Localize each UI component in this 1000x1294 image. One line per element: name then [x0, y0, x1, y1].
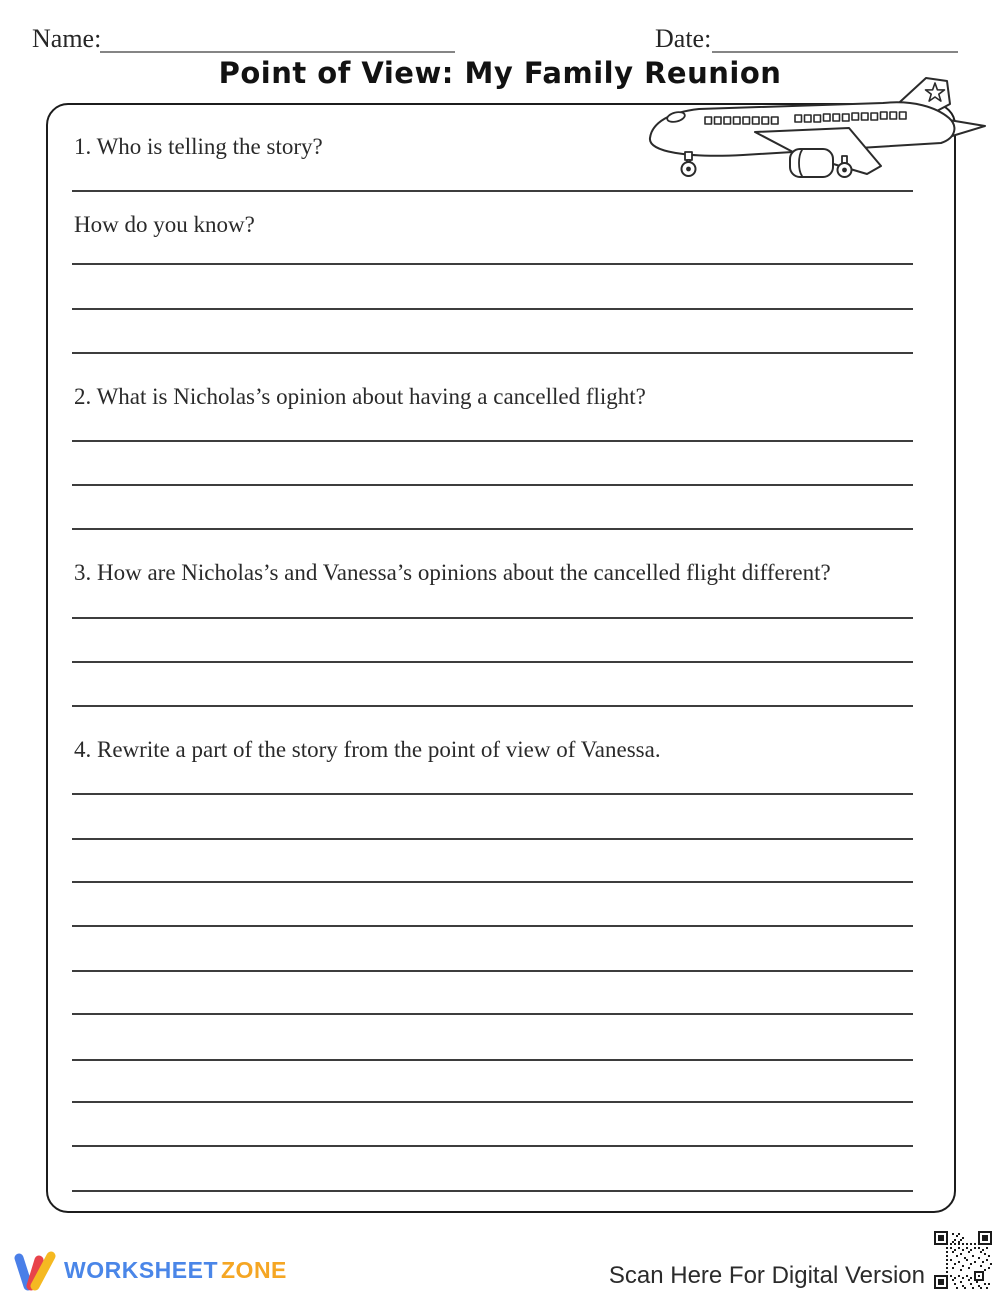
answer-line[interactable] [72, 440, 913, 442]
question-1: 1. Who is telling the story? [74, 134, 323, 159]
date-input-line[interactable] [712, 51, 958, 53]
brand-worksheet: WORKSHEET [64, 1256, 218, 1283]
answer-line[interactable] [72, 1101, 913, 1103]
answer-line[interactable] [72, 190, 913, 192]
answer-line[interactable] [72, 1190, 913, 1192]
answer-line[interactable] [72, 1013, 913, 1015]
answer-line[interactable] [72, 838, 913, 840]
qr-code-icon [934, 1231, 992, 1289]
name-label: Name: [32, 24, 102, 53]
scan-here-text: Scan Here For Digital Version [608, 1262, 925, 1289]
answer-line[interactable] [72, 263, 913, 265]
answer-line[interactable] [72, 793, 913, 795]
w-logo-icon [10, 1246, 58, 1294]
answer-line[interactable] [72, 970, 913, 972]
page-title: Point of View: My Family Reunion [218, 56, 782, 90]
answer-line[interactable] [72, 661, 913, 663]
answer-line[interactable] [72, 881, 913, 883]
answer-line[interactable] [72, 352, 913, 354]
date-label: Date: [655, 24, 712, 53]
brand-zone: ZONE [221, 1256, 287, 1283]
answer-line[interactable] [72, 308, 913, 310]
worksheet-frame [46, 103, 956, 1213]
answer-line[interactable] [72, 925, 913, 927]
answer-line[interactable] [72, 1059, 913, 1061]
question-4: 4. Rewrite a part of the story from the point of view of Vanessa. [74, 737, 661, 762]
answer-line[interactable] [72, 705, 913, 707]
airplane-icon [643, 72, 998, 182]
answer-line[interactable] [72, 484, 913, 486]
answer-line[interactable] [72, 528, 913, 530]
answer-line[interactable] [72, 617, 913, 619]
worksheetzone-logo [10, 1246, 287, 1294]
name-input-line[interactable] [100, 51, 455, 53]
question-1-followup: How do you know? [74, 212, 255, 237]
question-2: 2. What is Nicholas’s opinion about having a cancelled flight? [74, 384, 646, 409]
question-3: 3. How are Nicholas’s and Vanessa’s opinions about the cancelled flight different? [74, 560, 831, 585]
logo-text [64, 1257, 287, 1284]
answer-line[interactable] [72, 1145, 913, 1147]
